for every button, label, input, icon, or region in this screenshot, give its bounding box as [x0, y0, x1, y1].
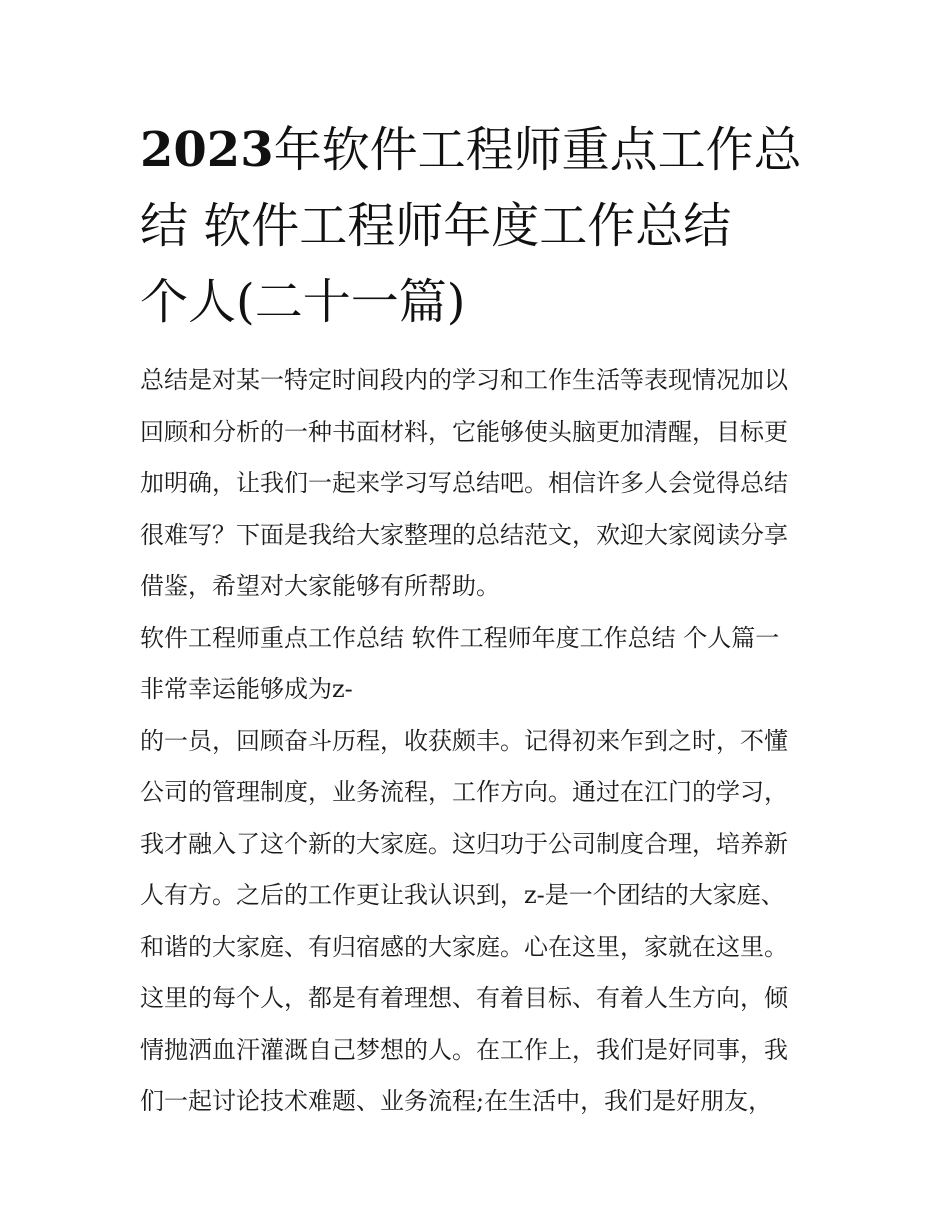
text-line: 很难写？下面是我给大家整理的总结范文，欢迎大家阅读分享	[140, 520, 788, 549]
text-line: 人有方。之后的工作更让我认识到，z-是一个团结的大家庭、	[140, 881, 785, 909]
title-line-1-text: 年软件工程师重点工作总	[273, 122, 802, 178]
document-title	[140, 112, 820, 340]
body-paragraph	[140, 716, 820, 1128]
title-line-1	[140, 112, 820, 188]
text-line: 们一起讨论技术难题、业务流程;在生活中，我们是好朋友，	[140, 1087, 773, 1115]
text-line: 借鉴，希望对大家能够有所帮助。	[140, 572, 500, 600]
text-line: 的一员，回顾奋斗历程，收获颇丰。记得初来乍到之时，不懂	[140, 726, 788, 755]
text-line: 这里的每个人，都是有着理想、有着目标、有着人生方向，倾	[140, 984, 788, 1012]
text-line: 和谐的大家庭、有归宿感的大家庭。心在这里，家就在这里。	[140, 932, 788, 961]
text-line: 加明确，让我们一起来学习写总结吧。相信许多人会觉得总结	[140, 469, 788, 497]
text-line: 总结是对某一特定时间段内的学习和工作生活等表现情况加以	[140, 366, 788, 394]
title-line-3: 个人(二十一篇)	[140, 274, 466, 330]
text-line: 软件工程师重点工作总结 软件工程师年度工作总结 个人篇一	[140, 623, 780, 652]
text-line: 公司的管理制度，业务流程，工作方向。通过在江门的学习，	[140, 778, 788, 806]
intro-paragraph	[140, 355, 820, 613]
section-heading-paragraph	[140, 613, 820, 716]
text-line: 情抛洒血汗灌溉自己梦想的人。在工作上，我们是好同事，我	[140, 1035, 788, 1064]
text-line: 回顾和分析的一种书面材料，它能够使头脑更加清醒，目标更	[140, 417, 788, 446]
title-line-2: 结 软件工程师年度工作总结	[140, 198, 732, 254]
title-year: 2023	[140, 122, 274, 178]
text-line: 非常幸运能够成为z-	[140, 675, 353, 703]
document-body	[140, 355, 820, 1128]
text-line: 我才融入了这个新的大家庭。这归功于公司制度合理，培养新	[140, 829, 788, 858]
